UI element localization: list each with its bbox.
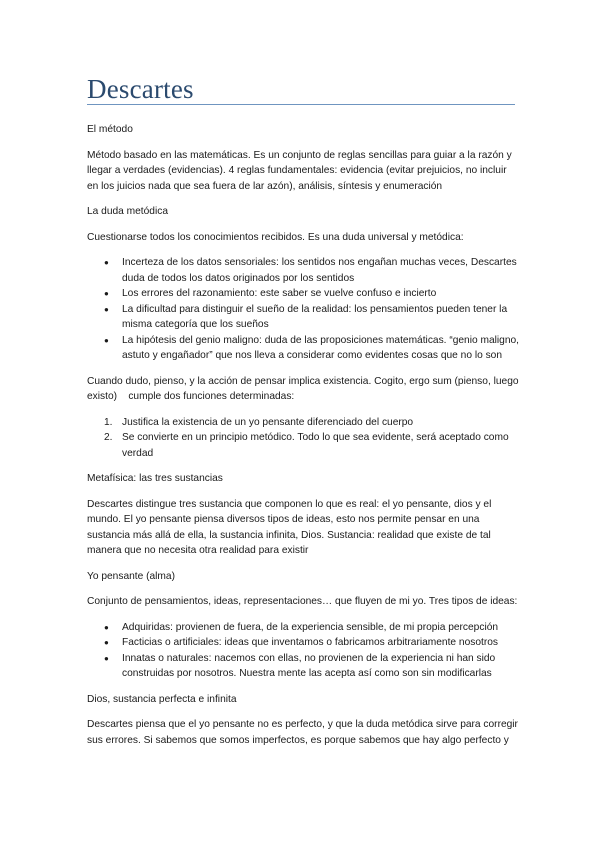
bullet-list-ideas [87, 620, 519, 682]
page-title: Descartes [87, 74, 194, 104]
paragraph-dios: Descartes piensa que el yo pensante no es perfecto, y que la duda metódica sirve para corregir sus errores. Si sabemos que somos imperfectos, es porque sabemos que hay algo perfecto y [87, 719, 518, 746]
document-body [87, 122, 522, 758]
section-heading-yo: Yo pensante (alma) [87, 570, 175, 582]
list-item: ● La hipótesis del genio maligno: duda de las proposiciones matemáticas. “genio maligno, astuto y engañador” que nos lleva a considerar como evidentes cosas que no lo son [87, 333, 519, 364]
section-heading-duda: La duda metódica [87, 206, 168, 217]
list-item: ● Facticias o artificiales: ideas que inventamos o fabricamos arbitrariamente nosotros [87, 635, 519, 651]
list-item [87, 430, 519, 461]
list-item: ● La dificultad para distinguir el sueño de la realidad: los pensamientos pueden tener la misma categoría que los sueños [87, 302, 519, 333]
paragraph-cogito: Cuando dudo, pienso, y la acción de pensar implica existencia. Cogito, ergo sum (pienso, luego existo) cumple dos funciones determinadas: [87, 375, 522, 402]
list-item-text: Justifica la existencia de un yo pensante diferenciado del cuerpo [122, 416, 414, 428]
section-heading-dios: Dios, sustancia perfecta e infinita [87, 693, 237, 705]
paragraph-yo-intro: Conjunto de pensamientos, ideas, representaciones… que fluyen de mi yo. Tres tipos de ideas: [87, 596, 518, 607]
title-underline [87, 104, 515, 105]
list-number: 1. [104, 416, 113, 428]
section-heading-metafisica: Metafísica: las tres sustancias [87, 473, 223, 484]
paragraph-metafisica: Descartes distingue tres sustancia que componen lo que es real: el yo pensante, dios y el mundo. El yo pensante piensa diversos tipos de ideas, esto nos permite pensar en una sustancia más allá de ella, la sustancia infinita, Dios. Sustancia: realidad que existe de tal manera que no necesita otra realidad para existir [87, 498, 492, 556]
numbered-list-cogito [87, 415, 519, 462]
list-item: ● Los errores del razonamiento: este saber se vuelve confuso e incierto [87, 286, 519, 302]
section-heading-metodo: El método [87, 124, 133, 135]
list-item: ● Adquiridas: provienen de fuera, de la experiencia sensible, de mi propia percepción [87, 620, 519, 636]
list-number: 2. [104, 432, 113, 443]
bullet-list-duda [87, 255, 519, 364]
paragraph-duda-intro: Cuestionarse todos los conocimientos recibidos. Es una duda universal y metódica: [87, 231, 464, 243]
list-item [87, 415, 519, 431]
list-item: ● Innatas o naturales: nacemos con ellas, no provienen de la experiencia ni han sido construidas por nosotros. Nuestra mente las acepta así como son sin modificarlas [87, 651, 519, 682]
list-item-text: Se convierte en un principio metódico. Todo lo que sea evidente, será aceptado como verdad [122, 432, 509, 459]
paragraph-metodo: Método basado en las matemáticas. Es un conjunto de reglas sencillas para guiar a la razón y llegar a verdades (evidencias). 4 reglas fundamentales: evidencia (evitar prejuicios, no incluir en los juicios nada que sea fuera de lar azón), análisis, síntesis y enumeración [87, 149, 512, 192]
list-item: ● Incerteza de los datos sensoriales: los sentidos nos engañan muchas veces, Descartes duda de todos los datos originados por los sentidos [87, 255, 519, 286]
